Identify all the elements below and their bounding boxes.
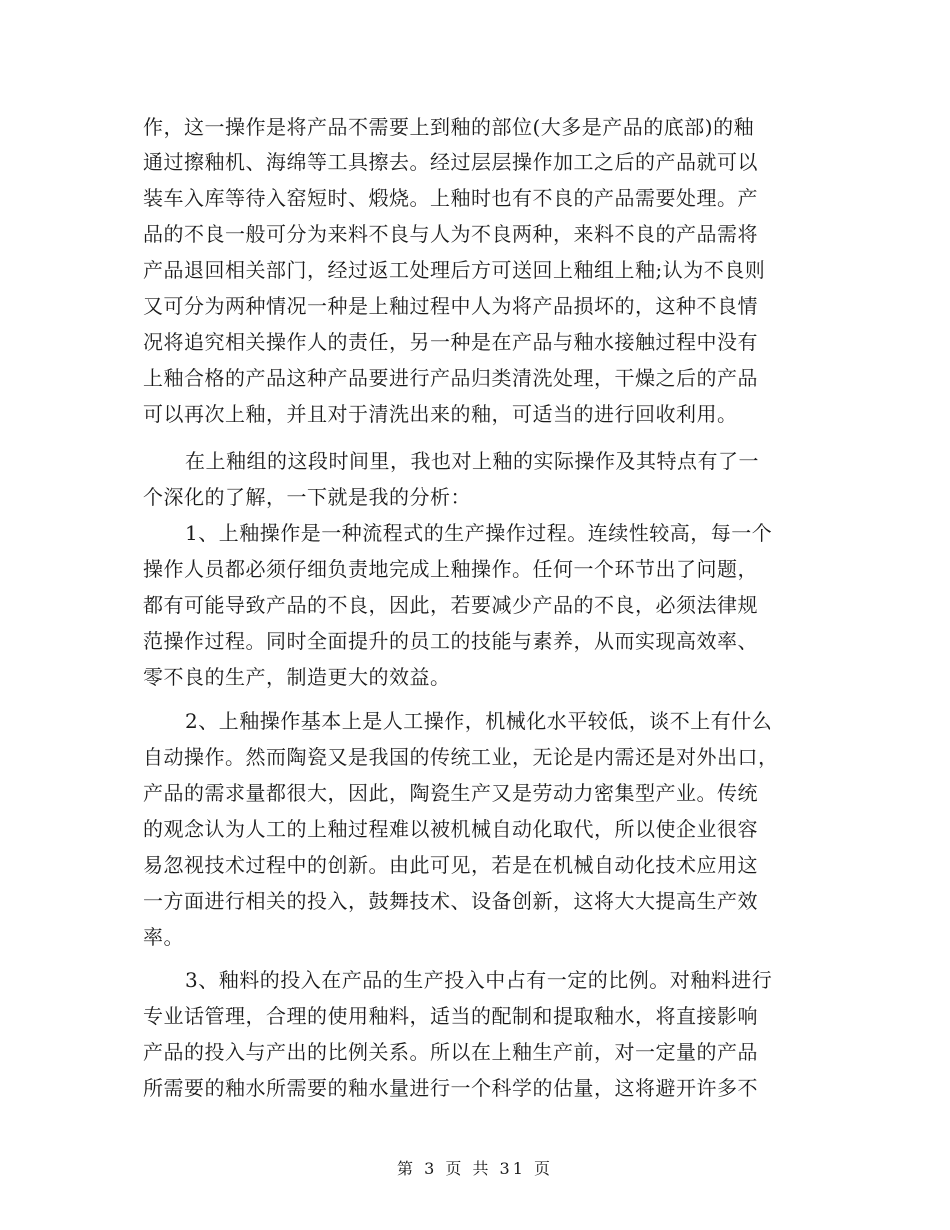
text-line: 产品退回相关部门，经过返工处理后方可送回上釉组上釉;认为不良则 [143,258,766,282]
paragraph-first-line: 在上釉组的这段时间里，我也对上釉的实际操作及其特点有了一 [185,449,759,473]
text-line: 通过擦釉机、海绵等工具擦去。经过层层操作加工之后的产品就可以 [143,150,758,174]
text-line: 都有可能导致产品的不良，因此，若要减少产品的不良，必须法律规 [143,593,758,617]
text-line: 率。 [143,925,184,949]
page-number-footer: 第 3 页 共 31 页 [397,1159,553,1178]
text-line: 的观念认为人工的上釉过程难以被机械自动化取代，所以使企业很容 [143,817,758,841]
text-line: 所需要的釉水所需要的釉水量进行一个科学的估量，这将避开许多不 [143,1076,758,1100]
text-line: 作，这一操作是将产品不需要上到釉的部位(大多是产品的底部)的釉 [143,115,755,139]
text-line: 易忽视技术过程中的创新。由此可见，若是在机械自动化技术应用这 [143,853,758,877]
text-line: 产品的投入与产出的比例关系。所以在上釉生产前，对一定量的产品 [143,1040,758,1064]
text-line: 品的不良一般可分为来料不良与人为不良两种，来料不良的产品需将 [143,222,758,246]
paragraph-first-line: 1、上釉操作是一种流程式的生产操作过程。连续性较高，每一个 [185,521,773,545]
text-line: 范操作过程。同时全面提升的员工的技能与素养，从而实现高效率、 [143,629,758,653]
text-line: 可以再次上釉，并且对于清洗出来的釉，可适当的进行回收利用。 [143,402,738,426]
text-line: 况将追究相关操作人的责任，另一种是在产品与釉水接触过程中没有 [143,330,758,354]
text-line: 自动操作。然而陶瓷又是我国的传统工业，无论是内需还是对外出口， [143,745,779,769]
text-line: 操作人员都必须仔细负责地完成上釉操作。任何一个环节出了问题， [143,557,758,581]
paragraph-first-line: 2、上釉操作基本上是人工操作，机械化水平较低，谈不上有什么 [185,709,773,733]
text-line: 又可分为两种情况一种是上釉过程中人为将产品损坏的，这种不良情 [143,294,758,318]
text-line: 一方面进行相关的投入，鼓舞技术、设备创新，这将大大提高生产效 [143,889,758,913]
text-line: 装车入库等待入窑短时、煅烧。上釉时也有不良的产品需要处理。产 [143,186,758,210]
text-line: 专业话管理，合理的使用釉料，适当的配制和提取釉水，将直接影响 [143,1004,758,1028]
paragraph-first-line: 3、釉料的投入在产品的生产投入中占有一定的比例。对釉料进行 [185,968,773,992]
text-line: 零不良的生产，制造更大的效益。 [143,665,451,689]
text-line: 个深化的了解，一下就是我的分析： [143,485,471,509]
text-line: 上釉合格的产品这种产品要进行产品归类清洗处理，干燥之后的产品 [143,366,758,390]
text-line: 产品的需求量都很大，因此，陶瓷生产又是劳动力密集型产业。传统 [143,781,758,805]
